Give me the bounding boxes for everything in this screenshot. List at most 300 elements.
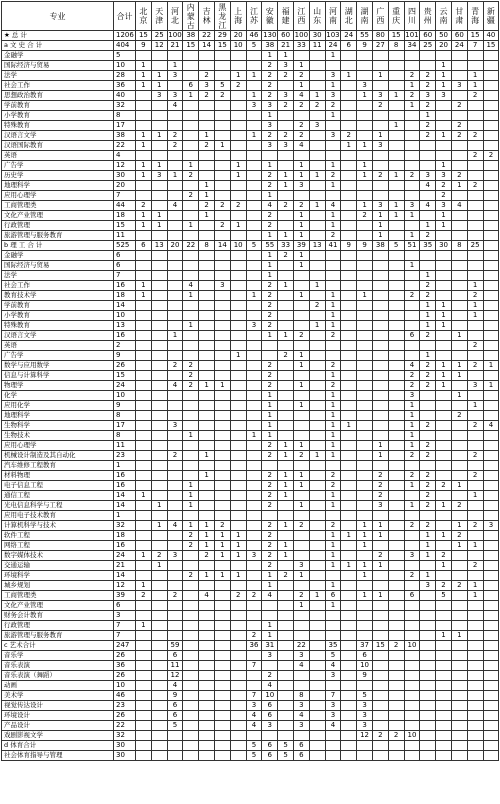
count-cell: 1 [325,541,341,551]
count-cell [341,521,357,531]
count-cell: 1 [451,521,467,531]
count-cell: 2 [199,71,215,81]
count-cell [404,301,420,311]
count-cell: 4 [325,661,341,671]
count-cell [483,161,499,171]
count-cell [357,311,373,321]
count-cell [278,661,294,671]
count-cell [309,571,325,581]
count-cell: 2 [183,541,199,551]
count-cell [420,721,436,731]
count-cell [183,461,199,471]
count-cell: 1 [420,351,436,361]
count-cell: 2 [183,361,199,371]
count-cell [483,351,499,361]
count-cell: 1 [483,361,499,371]
count-cell: 1 [199,521,215,531]
count-cell [341,401,357,411]
count-cell: 1 [436,561,452,571]
count-cell [278,291,294,301]
count-cell: 2 [420,291,436,301]
count-cell [357,151,373,161]
count-cell [420,391,436,401]
count-cell [151,301,167,311]
count-cell [214,711,230,721]
count-cell [404,711,420,721]
count-cell [404,151,420,161]
count-cell [341,81,357,91]
count-cell: 2 [325,331,341,341]
count-cell: 2 [420,441,436,451]
count-cell [136,471,152,481]
count-cell [214,451,230,461]
count-cell [278,721,294,731]
count-cell [136,271,152,281]
count-cell: 60 [420,31,436,41]
major-name-cell: 思想政治教育 [2,91,114,101]
count-cell: 5 [246,741,262,751]
count-cell: 3 [483,521,499,531]
count-cell: 2 [262,501,278,511]
major-name-cell: 应用电子技术教育 [2,511,114,521]
count-cell [341,301,357,311]
table-row [2,691,499,701]
count-cell [483,71,499,81]
count-cell [341,191,357,201]
count-cell [483,501,499,511]
count-cell [214,311,230,321]
count-cell: 1 [230,171,246,181]
count-cell: 14 [199,41,215,51]
count-cell [278,651,294,661]
major-name-cell: 社会工作 [2,81,114,91]
total-cell: 36 [114,81,136,91]
count-cell [151,191,167,201]
count-cell [199,751,215,761]
count-cell [214,111,230,121]
count-cell: 3 [246,101,262,111]
table-row [2,601,499,611]
count-cell [278,311,294,321]
count-cell [246,381,262,391]
count-cell [230,331,246,341]
count-cell [483,511,499,521]
count-cell [151,151,167,161]
count-cell: 1 [372,591,388,601]
count-cell: 2 [183,381,199,391]
table-row [2,441,499,451]
count-cell [357,51,373,61]
count-cell: 1 [278,481,294,491]
count-cell [388,141,404,151]
count-cell: 2 [325,381,341,391]
count-cell [246,531,262,541]
count-cell [214,581,230,591]
count-cell [199,321,215,331]
count-cell: 25 [467,241,483,251]
count-cell: 2 [278,71,294,81]
count-cell [309,681,325,691]
count-cell: 1 [278,441,294,451]
count-cell [483,111,499,121]
major-name-cell: 金融学 [2,51,114,61]
count-cell [372,111,388,121]
major-name-cell: 社会体育指导与管理 [2,751,114,761]
major-name-cell: 历史学 [2,171,114,181]
count-cell [420,671,436,681]
count-cell [420,401,436,411]
count-cell [199,111,215,121]
count-cell: 36 [246,641,262,651]
count-cell: 1 [436,501,452,511]
count-cell [420,711,436,721]
count-cell [230,491,246,501]
table-row [2,571,499,581]
table-row [2,371,499,381]
table-row [2,281,499,291]
count-cell [467,201,483,211]
count-cell [436,461,452,471]
count-cell [388,611,404,621]
major-name-cell: a 文 史 合 计 [2,41,114,51]
count-cell [436,111,452,121]
count-cell [151,741,167,751]
total-cell: 7 [114,631,136,641]
count-cell: 15 [483,41,499,51]
count-cell: 2 [214,91,230,101]
count-cell: 1 [325,491,341,501]
count-cell [214,251,230,261]
count-cell: 1 [246,131,262,141]
count-cell [372,291,388,301]
major-name-cell: 视觉传达设计 [2,701,114,711]
count-cell [436,441,452,451]
count-cell [388,481,404,491]
count-cell [483,301,499,311]
count-cell [483,551,499,561]
count-cell: 1 [136,81,152,91]
count-cell: 1 [293,481,309,491]
province-header [483,2,499,31]
count-cell: 1 [151,521,167,531]
count-cell: 55 [357,31,373,41]
count-cell [230,211,246,221]
count-cell: 1 [436,631,452,641]
count-cell: 3 [151,91,167,101]
count-cell [388,221,404,231]
count-cell: 1 [136,171,152,181]
count-cell [230,661,246,671]
count-cell [136,401,152,411]
count-cell: 8 [451,241,467,251]
count-cell [214,321,230,331]
count-cell [136,441,152,451]
count-cell [214,741,230,751]
province-header [136,2,152,31]
major-name-cell: 物理学 [2,381,114,391]
count-cell [372,541,388,551]
count-cell: 50 [436,31,452,41]
major-name-cell: 数学与应用数学 [2,361,114,371]
count-cell [151,641,167,651]
count-cell: 2 [420,71,436,81]
count-cell: 1 [136,131,152,141]
count-cell: 21 [278,41,294,51]
count-cell [214,271,230,281]
count-cell [436,641,452,651]
province-label: 湖南 [360,7,369,25]
major-name-cell: 学前教育 [2,101,114,111]
count-cell: 1 [436,361,452,371]
count-cell [309,691,325,701]
table-row [2,311,499,321]
count-cell [357,551,373,561]
count-cell: 11 [167,661,183,671]
count-cell [483,531,499,541]
count-cell: 1 [262,231,278,241]
count-cell [309,731,325,741]
count-cell [199,101,215,111]
province-label: 山东 [313,7,322,25]
count-cell: 22 [183,241,199,251]
count-cell [214,71,230,81]
count-cell: 1 [309,451,325,461]
count-cell [246,441,262,451]
count-cell [199,481,215,491]
major-name-cell: 金融学 [2,251,114,261]
count-cell: 4 [451,201,467,211]
table-row [2,321,499,331]
count-cell [199,151,215,161]
count-cell [278,611,294,621]
count-cell [467,211,483,221]
province-header [167,2,183,31]
count-cell: 4 [262,201,278,211]
count-cell [341,171,357,181]
count-cell: 25 [420,41,436,51]
count-cell [451,301,467,311]
count-cell: 3 [436,201,452,211]
table-row [2,201,499,211]
count-cell [230,411,246,421]
count-cell: 1 [325,311,341,321]
count-cell [451,511,467,521]
count-cell: 2 [230,81,246,91]
count-cell: 10 [404,731,420,741]
count-cell [451,731,467,741]
count-cell [183,271,199,281]
count-cell: 130 [263,31,277,39]
count-cell: 1 [436,321,452,331]
count-cell [467,641,483,651]
count-cell: 1 [388,211,404,221]
table-row [2,261,499,271]
count-cell: 1 [451,541,467,551]
count-cell [436,341,452,351]
count-cell [436,671,452,681]
count-cell [278,361,294,371]
count-cell: 6 [262,701,278,711]
count-cell: 8 [293,691,309,701]
count-cell [404,491,420,501]
count-cell [341,491,357,501]
count-cell [388,561,404,571]
count-cell: 2 [278,571,294,581]
count-cell [483,131,499,141]
count-cell: 6 [262,711,278,721]
count-cell [151,431,167,441]
province-label: 河南 [328,7,337,25]
count-cell [436,691,452,701]
count-cell: 1 [357,141,373,151]
count-cell [136,641,152,651]
count-cell [293,621,309,631]
table-row [2,91,499,101]
count-cell [341,701,357,711]
count-cell [436,141,452,151]
count-cell [151,351,167,361]
major-name-cell: 地理科学 [2,411,114,421]
count-cell [467,111,483,121]
count-cell: 7 [246,661,262,671]
count-cell: 4 [483,421,499,431]
major-name-cell: 信息与计算科学 [2,371,114,381]
count-cell [357,351,373,361]
count-cell [309,351,325,361]
count-cell [372,581,388,591]
count-cell [293,531,309,541]
count-cell: 1 [136,61,152,71]
count-cell [483,221,499,231]
table-row [2,301,499,311]
total-cell: 9 [114,401,136,411]
count-cell: 1 [388,171,404,181]
total-cell: 14 [114,301,136,311]
count-cell: 1 [325,181,341,191]
count-cell [136,501,152,511]
count-cell [230,231,246,241]
total-cell: 16 [114,471,136,481]
count-cell [293,321,309,331]
count-cell [167,561,183,571]
province-header [246,2,262,31]
count-cell: 1 [420,571,436,581]
total-cell: 1 [114,511,136,521]
total-cell: 247 [114,641,136,651]
count-cell: 2 [262,211,278,221]
count-cell [199,421,215,431]
count-cell: 15 [467,31,483,41]
total-cell: 14 [114,501,136,511]
count-cell: 1 [151,71,167,81]
total-cell: 14 [114,491,136,501]
count-cell [167,371,183,381]
count-cell: 1 [230,221,246,231]
count-cell: 1 [404,441,420,451]
major-name-cell: 英语 [2,151,114,161]
count-cell: 6 [357,651,373,661]
count-cell [136,181,152,191]
count-cell [341,291,357,301]
count-cell [230,281,246,291]
count-cell [467,191,483,201]
count-cell [199,691,215,701]
count-cell: 1 [309,201,325,211]
count-cell [246,521,262,531]
count-cell [404,751,420,761]
count-cell [309,191,325,201]
count-cell: 2 [262,671,278,681]
count-cell [420,261,436,271]
count-cell [167,441,183,451]
count-cell: 1 [151,561,167,571]
count-cell [372,81,388,91]
count-cell: 15 [388,31,404,41]
count-cell [167,181,183,191]
count-cell: 6 [325,591,341,601]
count-cell [420,661,436,671]
count-cell [151,471,167,481]
count-cell: 3 [325,91,341,101]
count-cell: 1 [341,561,357,571]
count-cell: 25 [151,31,167,41]
count-cell: 1 [404,231,420,241]
count-cell [341,51,357,61]
count-cell [483,51,499,61]
count-cell [230,751,246,761]
count-cell: 1 [404,401,420,411]
count-cell [262,151,278,161]
count-cell [183,141,199,151]
count-cell: 2 [325,171,341,181]
count-cell [483,341,499,351]
count-cell: 1 [293,471,309,481]
count-cell [278,151,294,161]
count-cell [309,331,325,341]
count-cell [214,421,230,431]
count-cell [341,611,357,621]
count-cell [483,681,499,691]
count-cell [357,371,373,381]
count-cell: 1 [199,531,215,541]
count-cell: 1 [388,91,404,101]
count-cell: 101 [405,31,419,39]
count-cell: 1 [357,591,373,601]
total-cell: 24 [114,381,136,391]
count-cell [309,61,325,71]
count-cell: 3 [262,101,278,111]
major-name-cell: 软件工程 [2,531,114,541]
count-cell [309,311,325,321]
count-cell [325,611,341,621]
count-cell [451,601,467,611]
count-cell [436,661,452,671]
count-cell [467,51,483,61]
count-cell: 1 [451,331,467,341]
count-cell [214,661,230,671]
count-cell [388,681,404,691]
count-cell: 2 [467,521,483,531]
province-label: 福建 [281,7,290,25]
count-cell [341,641,357,651]
count-cell [436,411,452,421]
count-cell [436,521,452,531]
count-cell [167,411,183,421]
count-cell [199,161,215,171]
count-cell: 1 [136,71,152,81]
count-cell: 1 [293,231,309,241]
count-cell: 1 [436,211,452,221]
